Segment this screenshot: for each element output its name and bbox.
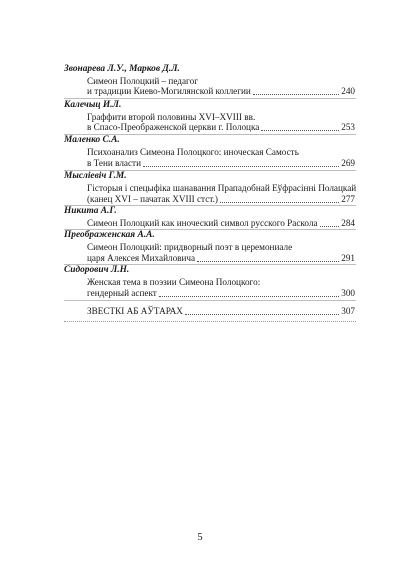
toc-entry-line[interactable]: [87, 85, 355, 97]
toc-title-line: Симеон Полоцкий – педагог: [87, 76, 198, 86]
toc-title-line: Женская тема в поэзии Симеона Полоцкого:: [87, 277, 261, 287]
toc-entry-line[interactable]: [87, 217, 355, 229]
toc-page-number: 240: [341, 86, 355, 96]
toc-page-number: 253: [341, 122, 355, 132]
divider: [64, 300, 356, 301]
dot-leader: [253, 94, 339, 95]
toc-title-line: царя Алексея Михайловича: [87, 253, 196, 263]
toc-title-line: и традиции Киево-Могилянской коллегии: [87, 86, 251, 96]
toc-entry-line[interactable]: [87, 305, 355, 317]
toc-title-line: Гісторыя і спецыфіка шанавання Прападобнай Еўфрасінні Полацкай: [87, 183, 357, 193]
toc-author: Преображенская А.А.: [64, 230, 155, 240]
page-number: 5: [197, 532, 203, 543]
toc-title-line: Граффити второй половины XVI–XVIII вв.: [87, 112, 256, 122]
toc-page-number: 277: [341, 194, 355, 204]
toc-title-line: гендерный аспект: [87, 288, 157, 298]
dot-leader: [220, 202, 339, 203]
toc-page-number: 307: [341, 306, 355, 316]
toc-title-line: Симеон Полоцкий: придворный поэт в церемониале: [87, 242, 293, 252]
dot-leader: [143, 166, 339, 167]
toc-final-title: ЗВЕСТКІ АБ АЎТАРАХ: [87, 306, 183, 316]
toc-author: Звонарева Л.У., Марков Д.Л.: [64, 64, 180, 74]
dot-leader: [320, 226, 340, 227]
dot-leader: [185, 314, 339, 315]
toc-page-number: 284: [341, 218, 355, 228]
toc-title-line: в Спасо-Преображенской церкви г. Полоцка: [87, 122, 260, 132]
toc-page-number: 269: [341, 158, 355, 168]
toc-entry-line[interactable]: [87, 121, 355, 133]
toc-author: Маленко С.А.: [64, 135, 120, 145]
dot-leader: [197, 261, 339, 262]
toc-entry-line[interactable]: [87, 157, 355, 169]
toc-entry-line[interactable]: [87, 287, 355, 299]
toc-page-number: 291: [341, 253, 355, 263]
dot-leader: [159, 296, 339, 297]
toc-page-number: 300: [341, 288, 355, 298]
toc-author: Сидорович Л.Н.: [64, 265, 130, 275]
divider: [64, 321, 356, 322]
toc-entry-line[interactable]: [87, 193, 355, 205]
toc-title-line: в Тени власти: [87, 158, 141, 168]
toc-title-line: Симеон Полоцкий как иноческий символ русского Раскола: [87, 218, 318, 228]
toc-title-line: Психоанализ Симеона Полоцкого: иноческая Самость: [87, 147, 299, 157]
toc-author: Мысліевіч Г.М.: [64, 171, 127, 181]
toc-title-line: (канец XVI – пачатак XVIII стст.): [87, 194, 218, 204]
toc-author: Никита А.Г.: [64, 206, 117, 216]
dot-leader: [261, 130, 339, 131]
toc-entry-line[interactable]: [87, 252, 355, 264]
toc-author: Калечыц И.Л.: [64, 100, 122, 110]
